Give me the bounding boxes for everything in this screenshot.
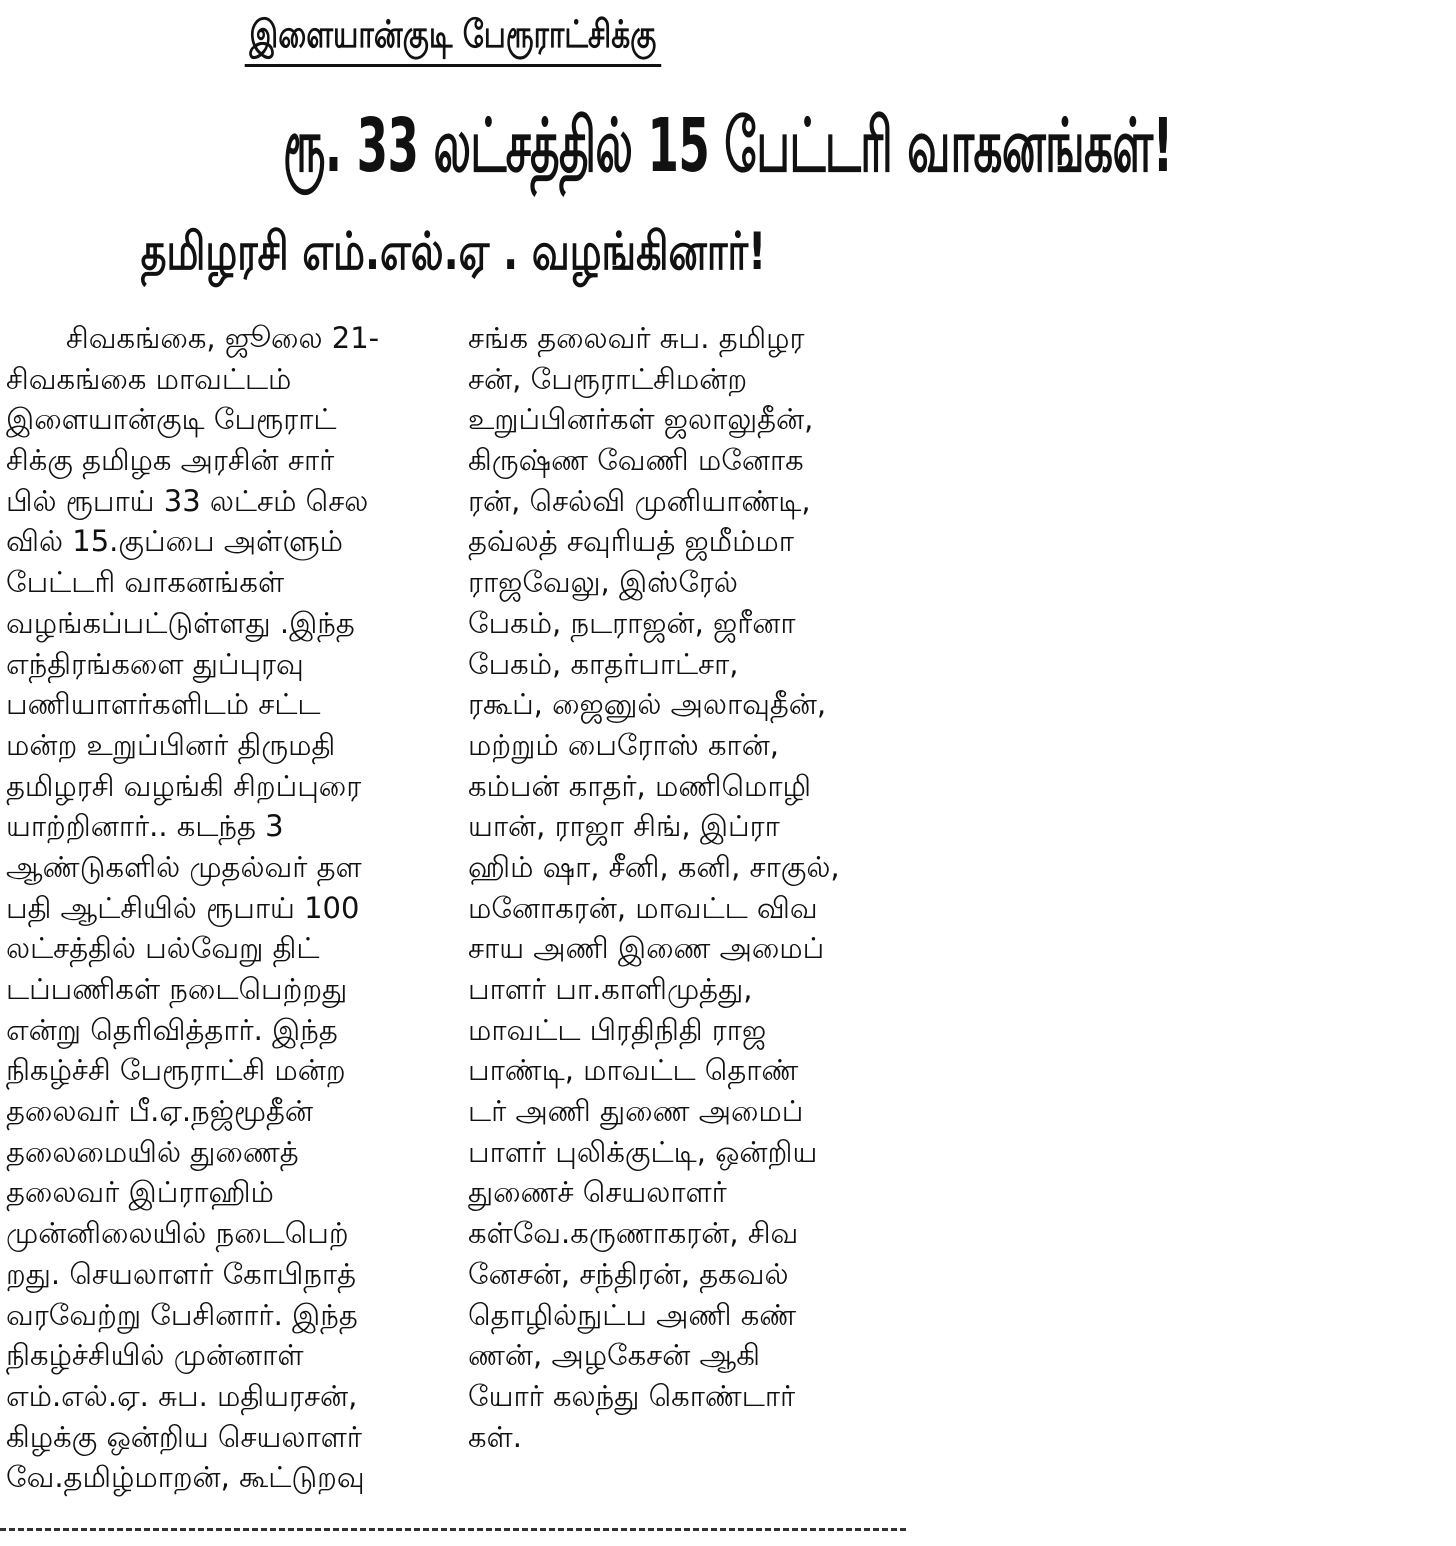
article-line	[6, 603, 446, 644]
article-line	[6, 806, 446, 847]
article-line	[6, 1457, 446, 1498]
article-line-text: பாண்டி, மாவட்ட தொண்	[468, 1053, 799, 1088]
article-line-text: பாளர் புலிக்குட்டி, ஒன்றிய	[468, 1134, 818, 1169]
article-line-text: வழங்கப்பட்டுள்ளது .இந்த	[6, 605, 355, 640]
article-line	[6, 1376, 446, 1417]
article-line	[468, 888, 900, 929]
dashed-divider	[0, 1528, 906, 1531]
article-line-text: ராஜவேலு, இஸ்ரேல்	[468, 565, 738, 600]
article-line	[468, 1010, 900, 1051]
article-line	[468, 521, 900, 562]
article-line	[6, 359, 446, 400]
article-line-text: னேசன், சந்திரன், தகவல்	[468, 1256, 789, 1291]
article-line	[468, 1172, 900, 1213]
article-line	[6, 521, 446, 562]
article-line	[468, 562, 900, 603]
article-line	[6, 644, 446, 685]
article-line	[468, 1417, 900, 1458]
article-subheadline	[0, 222, 906, 289]
article-line-text: துணைச் செயலாளர்	[468, 1175, 727, 1210]
article-line-text: பில் ரூபாய் 33 லட்சம் செல	[6, 483, 369, 518]
article-line	[6, 847, 446, 888]
article-line	[468, 603, 900, 644]
article-line-text: யாற்றினார்.. கடந்த 3	[6, 809, 284, 844]
article-line	[468, 928, 900, 969]
article-line-text: கள்வே.கருணாகரன், சிவ	[468, 1216, 799, 1251]
article-line	[6, 888, 446, 929]
article-line-text: முன்னிலையில் நடைபெற்	[6, 1216, 349, 1251]
article-line-text: நிகழ்ச்சியில் முன்னாள்	[6, 1338, 304, 1373]
article-line-text: கம்பன் காதர், மணிமொழி	[468, 768, 812, 803]
article-line-text: பேகம், காதர்பாட்சா,	[468, 646, 739, 681]
article-line	[468, 766, 900, 807]
article-line-text: தலைவர் பீ.ஏ.நஜ்மூதீன்	[6, 1094, 314, 1129]
article-line-text: கிருஷ்ண வேணி மனோக	[468, 443, 804, 478]
article-line-text: ரகூப், ஜைனுல் அலாவுதீன்,	[468, 687, 827, 722]
article-body-right-column	[468, 318, 900, 1457]
article-line	[6, 1172, 446, 1213]
article-line	[468, 969, 900, 1010]
article-line	[6, 440, 446, 481]
article-line	[6, 684, 446, 725]
article-line-text: சிவகங்கை மாவட்டம்	[6, 361, 292, 396]
article-line	[468, 1050, 900, 1091]
article-line-text: தமிழரசி வழங்கி சிறப்புரை	[6, 768, 362, 803]
article-line-text: வே.தமிழ்மாறன், கூட்டுறவு	[6, 1460, 365, 1495]
article-line-text: யோர் கலந்து கொண்டார்	[468, 1378, 796, 1413]
article-line-text: சிக்கு தமிழக அரசின் சார்	[6, 443, 335, 478]
article-line-text: இளையான்குடி பேரூராட்	[6, 402, 337, 437]
article-line	[468, 359, 900, 400]
article-line	[468, 1254, 900, 1295]
article-body-left-column	[6, 318, 446, 1498]
article-line	[6, 1050, 446, 1091]
article-line-text: எம்.எல்.ஏ. சுப. மதியரசன்,	[6, 1378, 358, 1413]
article-headline	[0, 103, 1173, 199]
article-line-text: தலைவர் இப்ராஹிம்	[6, 1175, 274, 1210]
article-line-text: மனோகரன், மாவட்ட விவ	[468, 890, 818, 925]
article-line-text: டர் அணி துணை அமைப்	[468, 1094, 804, 1129]
subhead-text: தமிழரசி எம்.எல்.ஏ . வழங்கினார்!	[140, 222, 766, 282]
headline-text: ரூ. 33 லட்சத்தில் 15 பேட்டரி வாகனங்கள்!	[283, 103, 1173, 189]
article-line	[468, 318, 900, 359]
article-line	[6, 1213, 446, 1254]
article-line-text: மாவட்ட பிரதிநிதி ராஜ	[468, 1012, 767, 1047]
article-line-text: பேட்டரி வாகனங்கள்	[6, 565, 285, 600]
article-line	[468, 1295, 900, 1336]
article-line	[468, 847, 900, 888]
article-line	[468, 725, 900, 766]
article-line-text: வரவேற்று பேசினார். இந்த	[6, 1297, 358, 1332]
article-line	[6, 1295, 446, 1336]
article-line-text: சாய அணி இணை அமைப்	[468, 931, 825, 966]
article-line-text: சங்க தலைவர் சுப. தமிழர	[468, 321, 805, 355]
article-line	[468, 1091, 900, 1132]
article-line	[6, 928, 446, 969]
article-line-text: ஆண்டுகளில் முதல்வர் தள	[6, 849, 362, 884]
article-line-text: மற்றும் பைரோஸ் கான்,	[468, 727, 780, 762]
article-line	[6, 1010, 446, 1051]
article-line-text: டப்பணிகள் நடைபெற்றது	[6, 972, 348, 1006]
article-line	[6, 318, 446, 359]
article-line	[468, 481, 900, 522]
article-line	[6, 1254, 446, 1295]
article-line-text: றது. செயலாளர் கோபிநாத்	[6, 1256, 356, 1291]
article-line-text: பதி ஆட்சியில் ரூபாய் 100	[6, 890, 360, 925]
article-line-text: பாளர் பா.காளிமுத்து,	[468, 972, 753, 1006]
article-line-text: பேகம், நடராஜன், ஜரீனா	[468, 605, 796, 640]
article-line-text: தலைமையில் துணைத்	[6, 1134, 299, 1169]
article-line	[6, 725, 446, 766]
article-line-text: ஹிம் ஷா, சீனி, கனி, சாகுல்,	[468, 849, 840, 884]
article-line-text: யான், ராஜா சிங், இப்ரா	[468, 809, 780, 844]
article-line	[468, 1335, 900, 1376]
article-line	[6, 1132, 446, 1173]
article-line	[468, 1132, 900, 1173]
article-line-text: சிவகங்கை, ஜூலை 21-	[66, 321, 380, 355]
article-line	[468, 1213, 900, 1254]
article-line-text: என்று தெரிவித்தார். இந்த	[6, 1012, 338, 1047]
article-kicker	[0, 12, 906, 67]
article-line	[6, 481, 446, 522]
article-line-text: கிழக்கு ஒன்றிய செயலாளர்	[6, 1419, 362, 1454]
article-line	[6, 1335, 446, 1376]
article-line-text: மன்ற உறுப்பினர் திருமதி	[6, 727, 336, 762]
article-line	[6, 1091, 446, 1132]
article-line	[468, 1376, 900, 1417]
article-line	[468, 440, 900, 481]
article-line-text: பணியாளர்களிடம் சட்ட	[6, 687, 321, 722]
article-line	[6, 766, 446, 807]
article-line-text: ணன், அழகேசன் ஆகி	[468, 1338, 760, 1373]
article-line-text: தொழில்நுட்ப அணி கண்	[468, 1297, 797, 1332]
kicker-text: இளையான்குடி பேரூராட்சிக்கு	[245, 12, 661, 67]
article-line-text: உறுப்பினர்கள் ஜலாலுதீன்,	[468, 402, 814, 437]
article-line-text: ரன், செல்வி முனியாண்டி,	[468, 483, 811, 518]
article-line	[468, 806, 900, 847]
article-line-text: எந்திரங்களை துப்புரவு	[6, 646, 304, 681]
article-line	[6, 399, 446, 440]
article-line	[468, 644, 900, 685]
article-line	[6, 562, 446, 603]
article-line	[468, 399, 900, 440]
article-line-text: கள்.	[468, 1419, 522, 1454]
article-line	[468, 684, 900, 725]
article-line-text: சன், பேரூராட்சிமன்ற	[468, 361, 748, 396]
article-line-text: வில் 15.குப்பை அள்ளும்	[6, 524, 343, 559]
article-line-text: லட்சத்தில் பல்வேறு திட்	[6, 931, 320, 966]
article-line	[6, 969, 446, 1010]
article-line-text: நிகழ்ச்சி பேரூராட்சி மன்ற	[6, 1053, 346, 1088]
article-line	[6, 1417, 446, 1458]
article-line-text: தவ்லத் சவுரியத் ஜமீம்மா	[468, 524, 794, 559]
